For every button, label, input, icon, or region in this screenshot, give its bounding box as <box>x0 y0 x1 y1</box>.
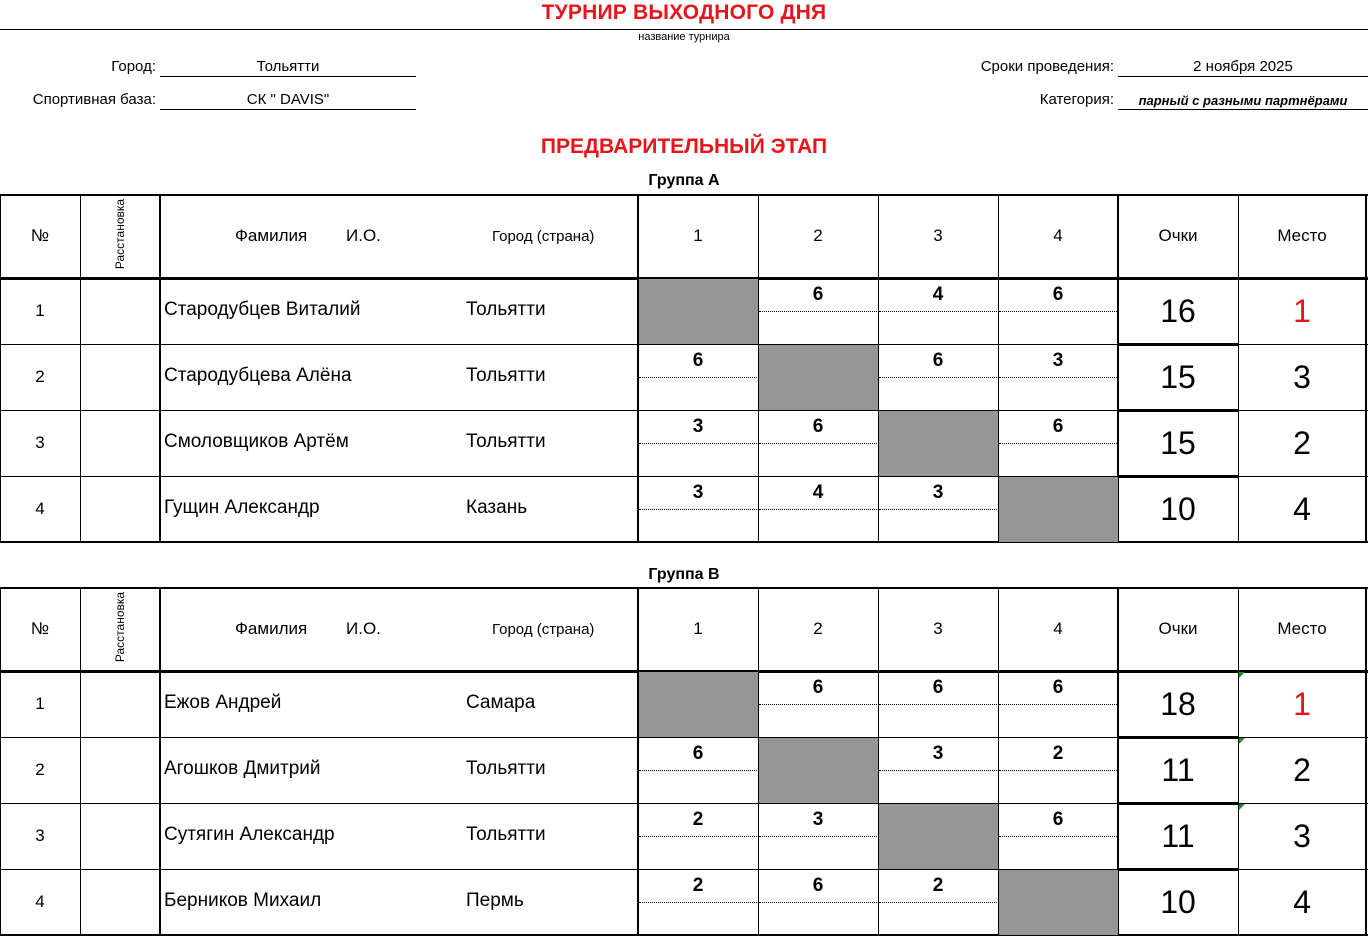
group-b-table <box>0 587 1368 936</box>
points-total: 10 <box>1160 490 1196 527</box>
score-cell: 6 <box>812 875 824 896</box>
score-divider <box>879 509 997 510</box>
header-points: Очки <box>1158 619 1198 638</box>
category-value: парный с разными партнёрами <box>1138 93 1348 108</box>
final-place: 3 <box>1293 358 1311 395</box>
score-cell: 3 <box>1052 350 1064 371</box>
self-match-cell <box>879 411 998 476</box>
score-cell: 6 <box>1052 284 1064 305</box>
score-cell: 3 <box>932 482 944 503</box>
player-name: Агошков Дмитрий <box>164 758 321 779</box>
score-cell: 2 <box>932 875 944 896</box>
score-divider <box>639 509 757 510</box>
final-place: 1 <box>1293 292 1311 329</box>
points-total: 11 <box>1161 817 1195 854</box>
score-divider <box>639 443 757 444</box>
row-number: 3 <box>35 826 45 845</box>
final-place: 2 <box>1293 424 1311 461</box>
header-points: Очки <box>1158 226 1198 245</box>
player-name: Стародубцев Виталий <box>164 299 361 320</box>
score-divider <box>639 902 757 903</box>
row-number: 1 <box>35 301 45 320</box>
score-cell: 6 <box>1052 809 1064 830</box>
points-total: 16 <box>1160 292 1196 329</box>
score-cell: 3 <box>692 416 704 437</box>
final-place: 1 <box>1293 685 1311 722</box>
score-cell: 6 <box>1052 416 1064 437</box>
score-cell: 2 <box>692 875 704 896</box>
score-cell: 6 <box>812 416 824 437</box>
header-opponent-1: 1 <box>693 226 703 245</box>
final-place: 4 <box>1293 490 1311 527</box>
grid-vline <box>159 194 161 542</box>
header-initials: И.О. <box>346 226 381 245</box>
group-b-title: Группа В <box>648 566 720 583</box>
grid-vline <box>159 587 161 935</box>
score-divider <box>999 704 1117 705</box>
city-label: Город: <box>111 58 156 75</box>
final-place: 4 <box>1293 883 1311 920</box>
score-divider <box>999 377 1117 378</box>
score-divider <box>879 377 997 378</box>
self-match-cell <box>879 804 998 869</box>
row-number: 4 <box>35 499 45 518</box>
player-city: Тольятти <box>466 758 546 779</box>
header-city: Город (страна) <box>492 621 595 638</box>
header-no: № <box>30 619 50 638</box>
score-cell: 2 <box>1052 743 1064 764</box>
score-divider <box>999 770 1117 771</box>
player-city: Тольятти <box>466 824 546 845</box>
score-cell: 6 <box>1052 677 1064 698</box>
grid-row-border <box>0 344 1118 345</box>
row-number: 2 <box>35 760 45 779</box>
player-name: Смоловщиков Артём <box>164 431 349 452</box>
comment-indicator-icon <box>1239 738 1245 744</box>
score-cell: 3 <box>812 809 824 830</box>
player-city: Самара <box>466 692 536 713</box>
score-divider <box>759 311 877 312</box>
header-no: № <box>30 226 50 245</box>
tournament-title: ТУРНИР ВЫХОДНОГО ДНЯ <box>541 1 827 24</box>
comment-indicator-icon <box>1239 672 1245 678</box>
city-value: Тольятти <box>256 58 320 75</box>
score-divider <box>759 443 877 444</box>
header-seeding: Расстановка <box>113 198 127 270</box>
title-underline <box>0 29 1368 30</box>
score-cell: 6 <box>932 350 944 371</box>
self-match-cell <box>999 870 1118 935</box>
score-cell: 2 <box>692 809 704 830</box>
grid-row-border <box>0 476 1118 477</box>
header-surname: Фамилия <box>235 619 308 638</box>
points-total: 10 <box>1160 883 1196 920</box>
header-opponent-2: 2 <box>813 619 823 638</box>
final-place: 2 <box>1293 751 1311 788</box>
grid-row-border <box>0 737 1118 738</box>
category-underline <box>1118 109 1368 110</box>
header-surname: Фамилия <box>235 226 308 245</box>
score-divider <box>999 311 1117 312</box>
city-underline <box>160 76 416 77</box>
header-opponent-2: 2 <box>813 226 823 245</box>
row-number: 4 <box>35 892 45 911</box>
row-number: 2 <box>35 367 45 386</box>
score-cell: 6 <box>692 743 704 764</box>
score-cell: 6 <box>812 284 824 305</box>
score-divider <box>879 704 997 705</box>
score-divider <box>639 377 757 378</box>
sports-base-value: СК " DAVIS" <box>246 91 330 108</box>
points-total: 18 <box>1160 685 1196 722</box>
score-divider <box>639 770 757 771</box>
dates-value: 2 ноября 2025 <box>1193 58 1293 75</box>
grid-vline <box>80 587 81 935</box>
player-name: Ежов Андрей <box>164 692 282 713</box>
score-cell: 6 <box>932 677 944 698</box>
sports-base-label: Спортивная база: <box>32 91 156 108</box>
group-a-table <box>0 194 1368 543</box>
points-total: 11 <box>1161 751 1195 788</box>
self-match-cell <box>759 738 878 803</box>
score-divider <box>999 443 1117 444</box>
self-match-cell <box>639 672 758 737</box>
self-match-cell <box>999 477 1118 542</box>
player-city: Тольятти <box>466 299 546 320</box>
header-opponent-1: 1 <box>693 619 703 638</box>
header-opponent-4: 4 <box>1053 226 1063 245</box>
title-caption: название турнира <box>638 31 730 43</box>
score-cell: 6 <box>692 350 704 371</box>
player-city: Казань <box>466 497 528 518</box>
score-cell: 4 <box>812 482 824 503</box>
header-place: Место <box>1277 226 1327 245</box>
score-divider <box>639 836 757 837</box>
header-seeding: Расстановка <box>113 591 127 663</box>
score-cell: 3 <box>692 482 704 503</box>
dates-underline <box>1118 76 1368 77</box>
header-city: Город (страна) <box>492 228 595 245</box>
score-divider <box>879 311 997 312</box>
player-name: Стародубцева Алёна <box>164 365 352 386</box>
points-total: 15 <box>1160 358 1196 395</box>
grid-vline <box>80 194 81 542</box>
category-label: Категория: <box>1039 91 1114 108</box>
header-opponent-4: 4 <box>1053 619 1063 638</box>
player-city: Тольятти <box>466 431 546 452</box>
score-cell: 4 <box>932 284 944 305</box>
header-opponent-3: 3 <box>933 226 943 245</box>
player-name: Берников Михаил <box>164 890 322 911</box>
points-total: 15 <box>1160 424 1196 461</box>
dates-label: Сроки проведения: <box>980 58 1114 75</box>
player-name: Гущин Александр <box>164 497 320 518</box>
grid-row-border <box>0 869 1118 870</box>
row-number: 1 <box>35 694 45 713</box>
comment-indicator-icon <box>1239 804 1245 810</box>
self-match-cell <box>759 345 878 410</box>
score-divider <box>759 509 877 510</box>
score-divider <box>879 902 997 903</box>
header-opponent-3: 3 <box>933 619 943 638</box>
group-a-title: Группа А <box>648 172 720 189</box>
score-divider <box>879 770 997 771</box>
score-divider <box>759 704 877 705</box>
score-cell: 6 <box>812 677 824 698</box>
score-divider <box>759 902 877 903</box>
header-place: Место <box>1277 619 1327 638</box>
player-city: Пермь <box>466 890 524 911</box>
score-divider <box>759 836 877 837</box>
row-number: 3 <box>35 433 45 452</box>
sports-base-underline <box>160 109 416 110</box>
final-place: 3 <box>1293 817 1311 854</box>
self-match-cell <box>639 279 758 344</box>
score-cell: 3 <box>932 743 944 764</box>
player-name: Сутягин Александр <box>164 824 335 845</box>
stage-title: ПРЕДВАРИТЕЛЬНЫЙ ЭТАП <box>540 135 828 158</box>
score-divider <box>999 836 1117 837</box>
player-city: Тольятти <box>466 365 546 386</box>
header-initials: И.О. <box>346 619 381 638</box>
